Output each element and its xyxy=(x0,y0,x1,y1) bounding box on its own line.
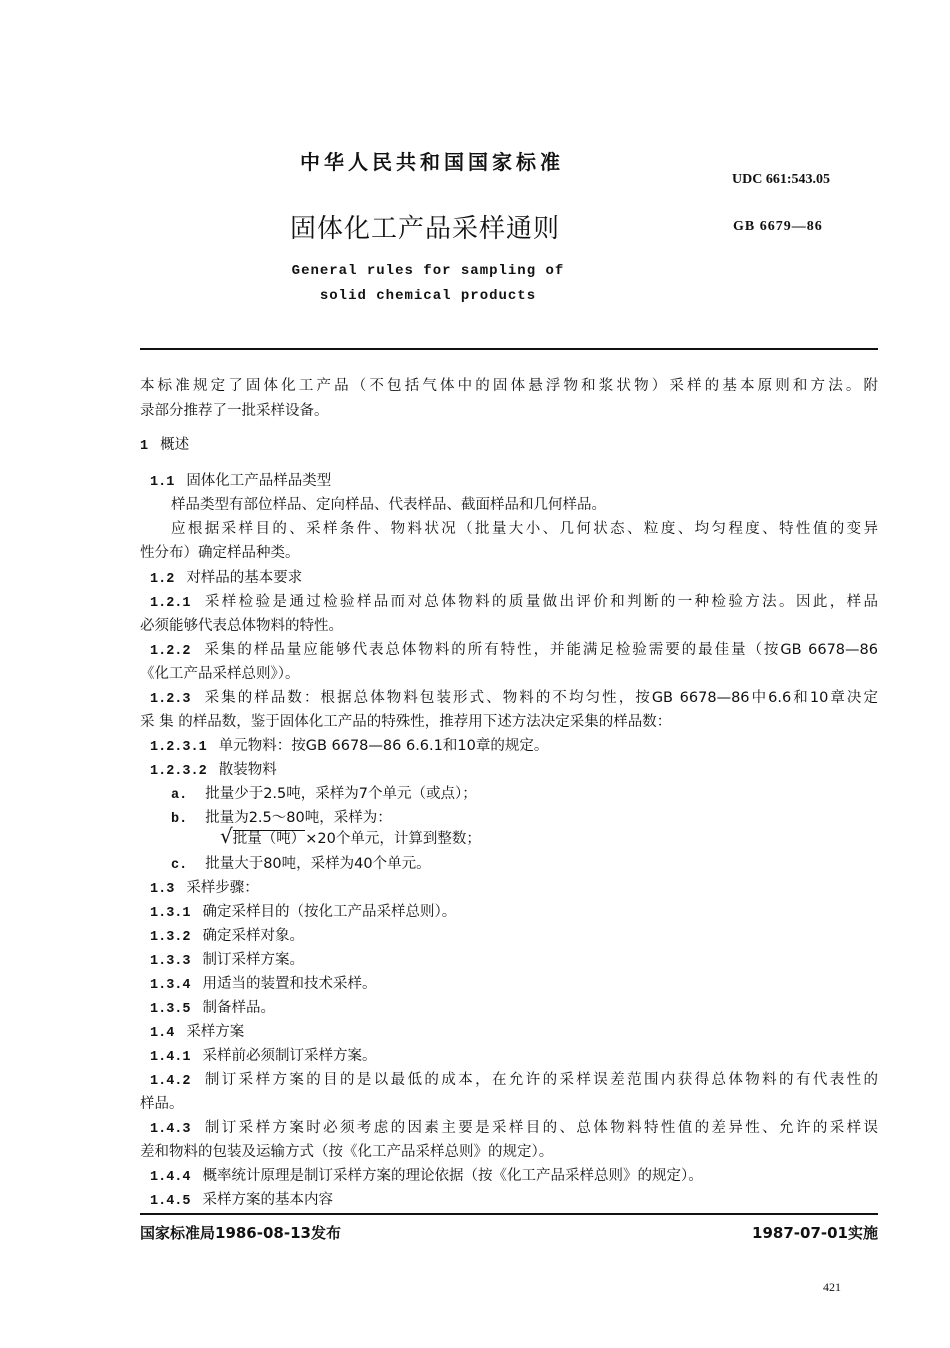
english-title-line-1: General rules for sampling of xyxy=(291,263,565,279)
section-1-2-heading xyxy=(150,566,302,587)
section-number: 1.4.4 xyxy=(150,1170,191,1185)
section-text: 确定采样对象。 xyxy=(202,928,305,944)
section-number: 1.4.3 xyxy=(150,1122,191,1137)
page-number: 421 xyxy=(823,1280,841,1294)
formula-radicand: 批量（吨） xyxy=(232,831,306,847)
intro-line-2: 录部分推荐了一批采样设备。 xyxy=(140,403,329,419)
section-text: 采样方案的基本内容 xyxy=(202,1192,334,1208)
section-text: 概率统计原理是制订采样方案的理论依据（按《化工产品采样总则》的规定）。 xyxy=(202,1168,703,1184)
section-1-3-4 xyxy=(150,972,377,993)
effective-date: 1987-07-01实施 xyxy=(752,1224,878,1242)
section-1-4-1 xyxy=(150,1044,377,1065)
section-text: 制备样品。 xyxy=(202,1000,276,1016)
list-label: b. xyxy=(171,812,188,827)
header-divider xyxy=(140,348,878,350)
section-number: 1.2.3.2 xyxy=(150,764,207,779)
section-number: 1.2.1 xyxy=(150,596,191,611)
footer-divider xyxy=(140,1213,878,1215)
list-label: a. xyxy=(171,788,188,803)
section-text: 采集的样品量应能够代表总体物料的所有特性，并能满足检验需要的最佳量（按GB 6678—86 xyxy=(202,642,878,658)
sample-selection-line-1: 应根据采样目的、采样条件、物料状况（批量大小、几何状态、粒度、均匀程度、特性值的变异 xyxy=(171,521,878,537)
section-number: 1.2.3.1 xyxy=(150,740,207,755)
list-item-a xyxy=(171,782,477,803)
section-text: 制订采样方案时必须考虑的因素主要是采样目的、总体物料特性值的差异性、允许的采样误 xyxy=(202,1120,878,1136)
section-1-2-3-line-1 xyxy=(150,686,878,707)
section-1-4-3-line-2: 差和物料的包装及运输方式（按《化工产品采样总则》的规定）。 xyxy=(140,1144,554,1160)
section-number: 1.3.2 xyxy=(150,930,191,945)
section-1-2-1-line-2: 必须能够代表总体物料的特性。 xyxy=(140,618,343,634)
list-item-b xyxy=(171,806,392,827)
section-1-2-2-line-2: 《化工产品采样总则》）。 xyxy=(140,666,300,682)
section-title: 对样品的基本要求 xyxy=(186,570,303,586)
udc-code: UDC 661:543.05 xyxy=(732,172,830,187)
section-text: 用适当的装置和技术采样。 xyxy=(202,976,377,992)
section-1-2-3-1 xyxy=(150,734,548,755)
section-number: 1.4.5 xyxy=(150,1194,191,1209)
issue-date: 国家标准局1986-08-13发布 xyxy=(140,1224,341,1242)
section-number: 1.3.5 xyxy=(150,1002,191,1017)
section-text: 采集的样品数：根据总体物料包装形式、物料的不均匀性，按GB 6678—86中6.6和10章决定 xyxy=(202,690,878,706)
list-text: 批量少于2.5吨，采样为7个单元（或点）； xyxy=(205,786,477,802)
list-text: 批量为2.5～80吨，采样为： xyxy=(205,810,392,826)
list-label: c. xyxy=(171,858,188,873)
section-title: 采样步骤： xyxy=(186,880,259,896)
section-number: 1.2.3 xyxy=(150,692,191,707)
document-title: 固体化工产品采样通则 xyxy=(290,214,561,244)
sample-types-paragraph: 样品类型有部位样品、定向样品、代表样品、截面样品和几何样品。 xyxy=(171,497,606,513)
formula-multiplier: ×20个单元，计算到整数； xyxy=(305,831,481,847)
gb-standard-number: GB 6679—86 xyxy=(733,219,823,234)
section-number: 1 xyxy=(140,439,149,454)
section-number: 1.2 xyxy=(150,572,175,587)
section-text: 单元物料：按GB 6678—86 6.6.1和10章的规定。 xyxy=(218,738,549,754)
sample-count-formula xyxy=(220,826,481,848)
section-1-3-1 xyxy=(150,900,456,921)
section-1-4-heading xyxy=(150,1020,244,1041)
section-1-4-2-line-1 xyxy=(150,1068,878,1089)
section-1-2-3-line-2: 采 集 的样品数，鉴于固体化工产品的特殊性，推荐用下述方法决定采集的样品数： xyxy=(140,714,672,730)
issuing-standard-header: 中华人民共和国国家标准 xyxy=(300,150,564,174)
section-text: 制订采样方案的目的是以最低的成本，在允许的采样误差范围内获得总体物料的有代表性的 xyxy=(202,1072,878,1088)
section-text: 确定采样目的（按化工产品采样总则）。 xyxy=(202,904,457,920)
section-title: 固体化工产品样品类型 xyxy=(186,473,332,489)
section-number: 1.2.2 xyxy=(150,644,191,659)
square-root-icon: √ xyxy=(220,824,233,848)
section-1-2-1-line-1 xyxy=(150,590,878,611)
section-1-3-heading xyxy=(150,876,259,897)
section-number: 1.1 xyxy=(150,475,175,490)
list-item-c xyxy=(171,852,431,873)
sample-selection-line-2: 性分布）确定样品种类。 xyxy=(140,545,300,561)
section-title: 概述 xyxy=(160,437,190,453)
section-number: 1.3.1 xyxy=(150,906,191,921)
section-1-4-2-line-2: 样品。 xyxy=(140,1096,184,1112)
section-text: 散装物料 xyxy=(218,762,277,778)
english-title-line-2: solid chemical products xyxy=(319,288,537,304)
section-1-2-2-line-1 xyxy=(150,638,878,659)
section-number: 1.4.1 xyxy=(150,1050,191,1065)
section-1-heading xyxy=(140,433,189,454)
section-text: 制订采样方案。 xyxy=(202,952,305,968)
section-1-2-3-2 xyxy=(150,758,277,779)
section-1-3-5 xyxy=(150,996,275,1017)
intro-line-1: 本标准规定了固体化工产品（不包括气体中的固体悬浮物和浆状物）采样的基本原则和方法。附 xyxy=(140,378,878,394)
section-number: 1.3.4 xyxy=(150,978,191,993)
list-text: 批量大于80吨，采样为40个单元。 xyxy=(205,856,431,872)
section-number: 1.4 xyxy=(150,1026,175,1041)
section-number: 1.3.3 xyxy=(150,954,191,969)
section-number: 1.4.2 xyxy=(150,1074,191,1089)
section-title: 采样方案 xyxy=(186,1024,245,1040)
section-1-4-4 xyxy=(150,1164,703,1185)
section-number: 1.3 xyxy=(150,882,175,897)
section-1-3-3 xyxy=(150,948,304,969)
section-text: 采样前必须制订采样方案。 xyxy=(202,1048,377,1064)
section-1-4-5 xyxy=(150,1188,333,1209)
section-1-4-3-line-1 xyxy=(150,1116,878,1137)
section-text: 采样检验是通过检验样品而对总体物料的质量做出评价和判断的一种检验方法。因此，样品 xyxy=(202,594,878,610)
section-1-3-2 xyxy=(150,924,304,945)
section-1-1-heading xyxy=(150,469,331,490)
